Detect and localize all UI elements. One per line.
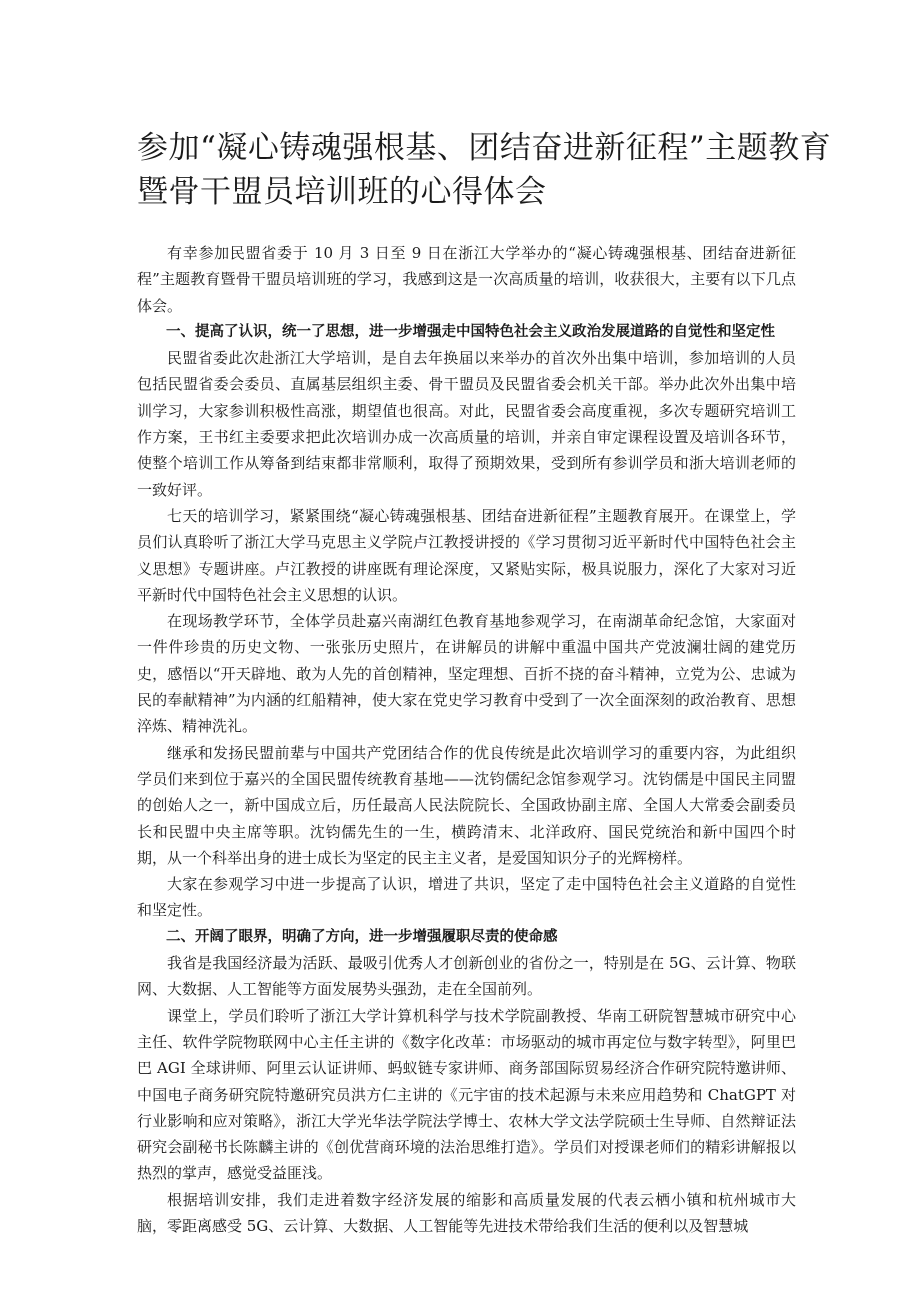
title-line-2: 暨骨干盟员培训班的心得体会 <box>137 174 547 210</box>
paragraph-intro: 有幸参加民盟省委于 10 月 3 日至 9 日在浙江大学举办的“凝心铸魂强根基、团结奋进新征程”主题教育暨骨干盟员培训班的学习，我感到这是一次高质量的培训，收获很大，主要有以下几点体会。 <box>137 244 796 315</box>
document-title <box>137 126 832 214</box>
paragraph: 我省是我国经济最为活跃、最吸引优秀人才创新创业的省份之一，特别是在 5G、云计算、物联网、大数据、人工智能等方面发展势头强劲，走在全国前列。 <box>137 954 796 999</box>
paragraph: 大家在参观学习中进一步提高了认识，增进了共识，坚定了走中国特色社会主义道路的自觉性和坚定性。 <box>137 875 796 920</box>
paragraph: 根据培训安排，我们走进着数字经济发展的缩影和高质量发展的代表云栖小镇和杭州城市大脑，零距离感受 5G、云计算、大数据、人工智能等先进技术带给我们生活的便利以及智慧城 <box>137 1190 796 1235</box>
section-heading-1: 一、提高了认识，统一了思想，进一步增强走中国特色社会主义政治发展道路的自觉性和坚定性 <box>166 323 775 340</box>
paragraph: 继承和发扬民盟前辈与中国共产党团结合作的优良传统是此次培训学习的重要内容，为此组织学员们来到位于嘉兴的全国民盟传统教育基地——沈钧儒纪念馆参观学习。沈钧儒是中国民主同盟的创始人之一，新中国成立后，历任最高人民法院院长、全国政协副主席、全国人大常委会副委员长和民盟中央主席等职。沈钧儒先生的一生，横跨清末、北洋政府、国民党统治和新中国四个时期，从一个科举出身的进士成长为坚定的民主主义者，是爱国知识分子的光辉榜样。 <box>137 743 796 867</box>
paragraph: 七天的培训学习，紧紧围绕“凝心铸魂强根基、团结奋进新征程”主题教育展开。在课堂上，学员们认真聆听了浙江大学马克思主义学院卢江教授讲授的《学习贯彻习近平新时代中国特色社会主义思想》专题讲座。卢江教授的讲座既有理论深度，又紧贴实际，极具说服力，深化了大家对习近平新时代中国特色社会主义思想的认识。 <box>137 506 796 604</box>
section-heading-2: 二、开阔了眼界，明确了方向，进一步增强履职尽责的使命感 <box>166 928 558 945</box>
title-line-1: 参加“凝心铸魂强根基、团结奋进新征程”主题教育 <box>137 130 832 166</box>
paragraph: 课堂上，学员们聆听了浙江大学计算机科学与技术学院副教授、华南工研院智慧城市研究中心主任、软件学院物联网中心主任主讲的《数字化改革：市场驱动的城市再定位与数字转型》，阿里巴巴 AGI 全球讲师、阿里云认证讲师、蚂蚁链专家讲师、商务部国际贸易经济合作研究院特邀讲师、中国电子商务研究院特邀研究员洪方仁主讲的《元宇宙的技术起源与未来应用趋势和 ChatGPT 对行业影响和应对策略》，浙江大学光华法学院法学博士、农林大学文法学院硕士生导师、自然辩证法研究会副秘书长陈麟主讲的《创优营商环境的法治思维打造》。学员们对授课老师们的精彩讲解报以热烈的掌声，感觉受益匪浅。 <box>137 1006 796 1183</box>
paragraph: 在现场教学环节，全体学员赴嘉兴南湖红色教育基地参观学习，在南湖革命纪念馆，大家面对一件件珍贵的历史文物、一张张历史照片，在讲解员的讲解中重温中国共产党波澜壮阔的建党历史，感悟以“开天辟地、敢为人先的首创精神，坚定理想、百折不挠的奋斗精神，立党为公、忠诚为民的奉献精神”为内涵的红船精神，使大家在党史学习教育中受到了一次全面深刻的政治教育、思想淬炼、精神洗礼。 <box>137 612 796 736</box>
paragraph: 民盟省委此次赴浙江大学培训，是自去年换届以来举办的首次外出集中培训，参加培训的人员包括民盟省委会委员、直属基层组织主委、骨干盟员及民盟省委会机关干部。举办此次外出集中培训学习，大家参训积极性高涨，期望值也很高。对此，民盟省委会高度重视，多次专题研究培训工作方案，王书红主委要求把此次培训办成一次高质量的培训，并亲自审定课程设置及培训各环节，使整个培训工作从筹备到结束都非常顺利，取得了预期效果，受到所有参训学员和浙大培训老师的一致好评。 <box>137 349 796 499</box>
